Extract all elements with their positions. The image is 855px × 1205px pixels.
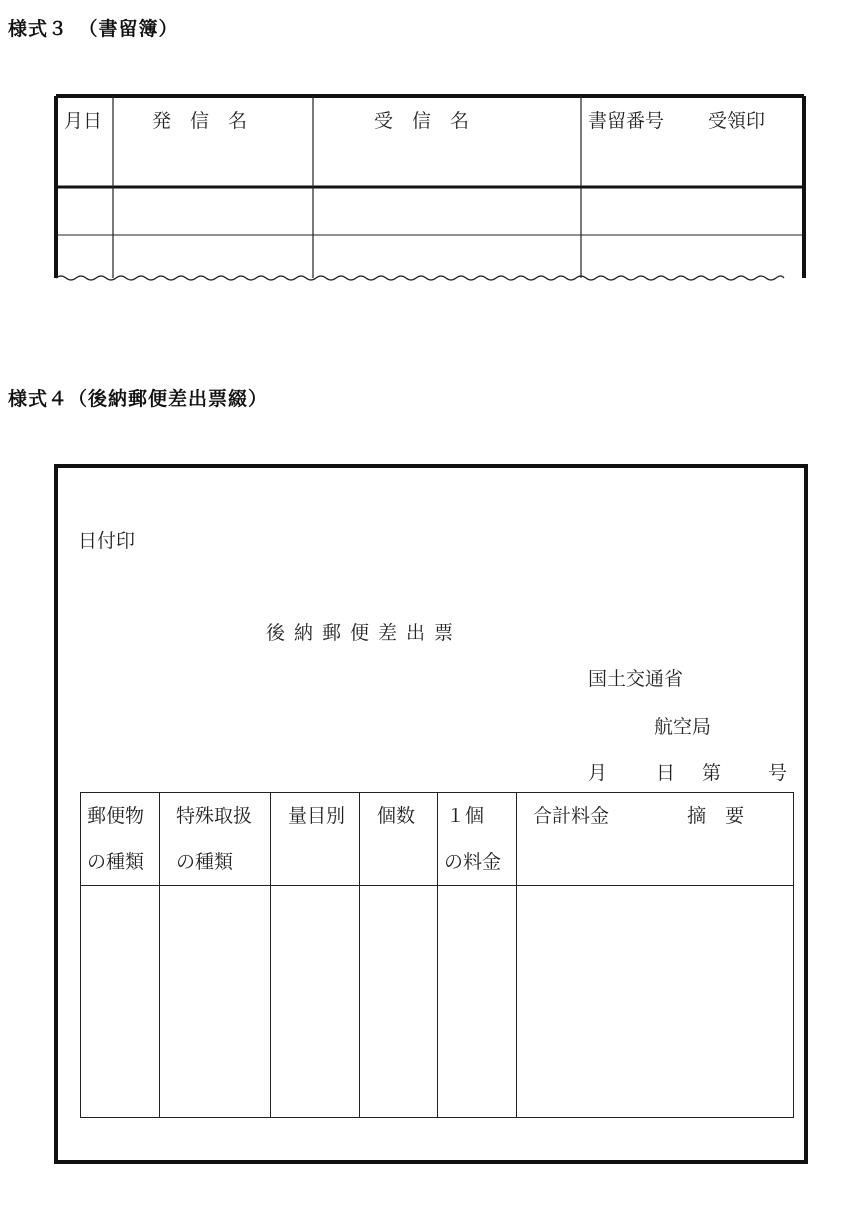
org-bureau: 航空局 <box>654 716 712 738</box>
remarks-label: 摘 要 <box>687 805 745 827</box>
date-day-label: 日 <box>656 762 676 784</box>
date-stamp-label: 日付印 <box>78 530 136 552</box>
total-fee-label: 合計料金 <box>533 805 610 827</box>
table-cell <box>517 886 794 1118</box>
col-sender: 発 信 名 <box>152 110 248 132</box>
table-cell <box>360 886 438 1118</box>
date-month-label: 月 <box>588 762 608 784</box>
col-unit-fee: １個 の料金 <box>438 793 517 886</box>
col-registration-number: 書留番号 <box>588 110 665 132</box>
date-go-label: 号 <box>768 762 788 784</box>
form3-heading: 様式３ （書留簿） <box>8 18 179 40</box>
table-cell <box>81 886 160 1118</box>
table-cell <box>160 886 271 1118</box>
col-receipt-seal: 受領印 <box>708 110 766 132</box>
org-ministry: 国土交通省 <box>588 668 684 690</box>
form4-heading: 様式４（後納郵便差出票綴） <box>8 388 269 410</box>
col-recipient: 受 信 名 <box>374 110 470 132</box>
col-count: 個数 <box>360 793 438 886</box>
col-special-handling: 特殊取扱 の種類 <box>160 793 271 886</box>
slip-title: 後納郵便差出票 <box>266 622 463 644</box>
date-number-label: 第 <box>702 762 722 784</box>
col-total-and-remarks <box>517 793 794 886</box>
postage-detail-table <box>80 792 794 1118</box>
table-cell <box>271 886 360 1118</box>
col-weight: 量目別 <box>271 793 360 886</box>
col-mail-type: 郵便物 の種類 <box>81 793 160 886</box>
postage-slip-form <box>54 464 808 1164</box>
table-cell <box>438 886 517 1118</box>
col-date: 月日 <box>64 110 103 132</box>
registered-mail-book-table <box>54 94 806 284</box>
